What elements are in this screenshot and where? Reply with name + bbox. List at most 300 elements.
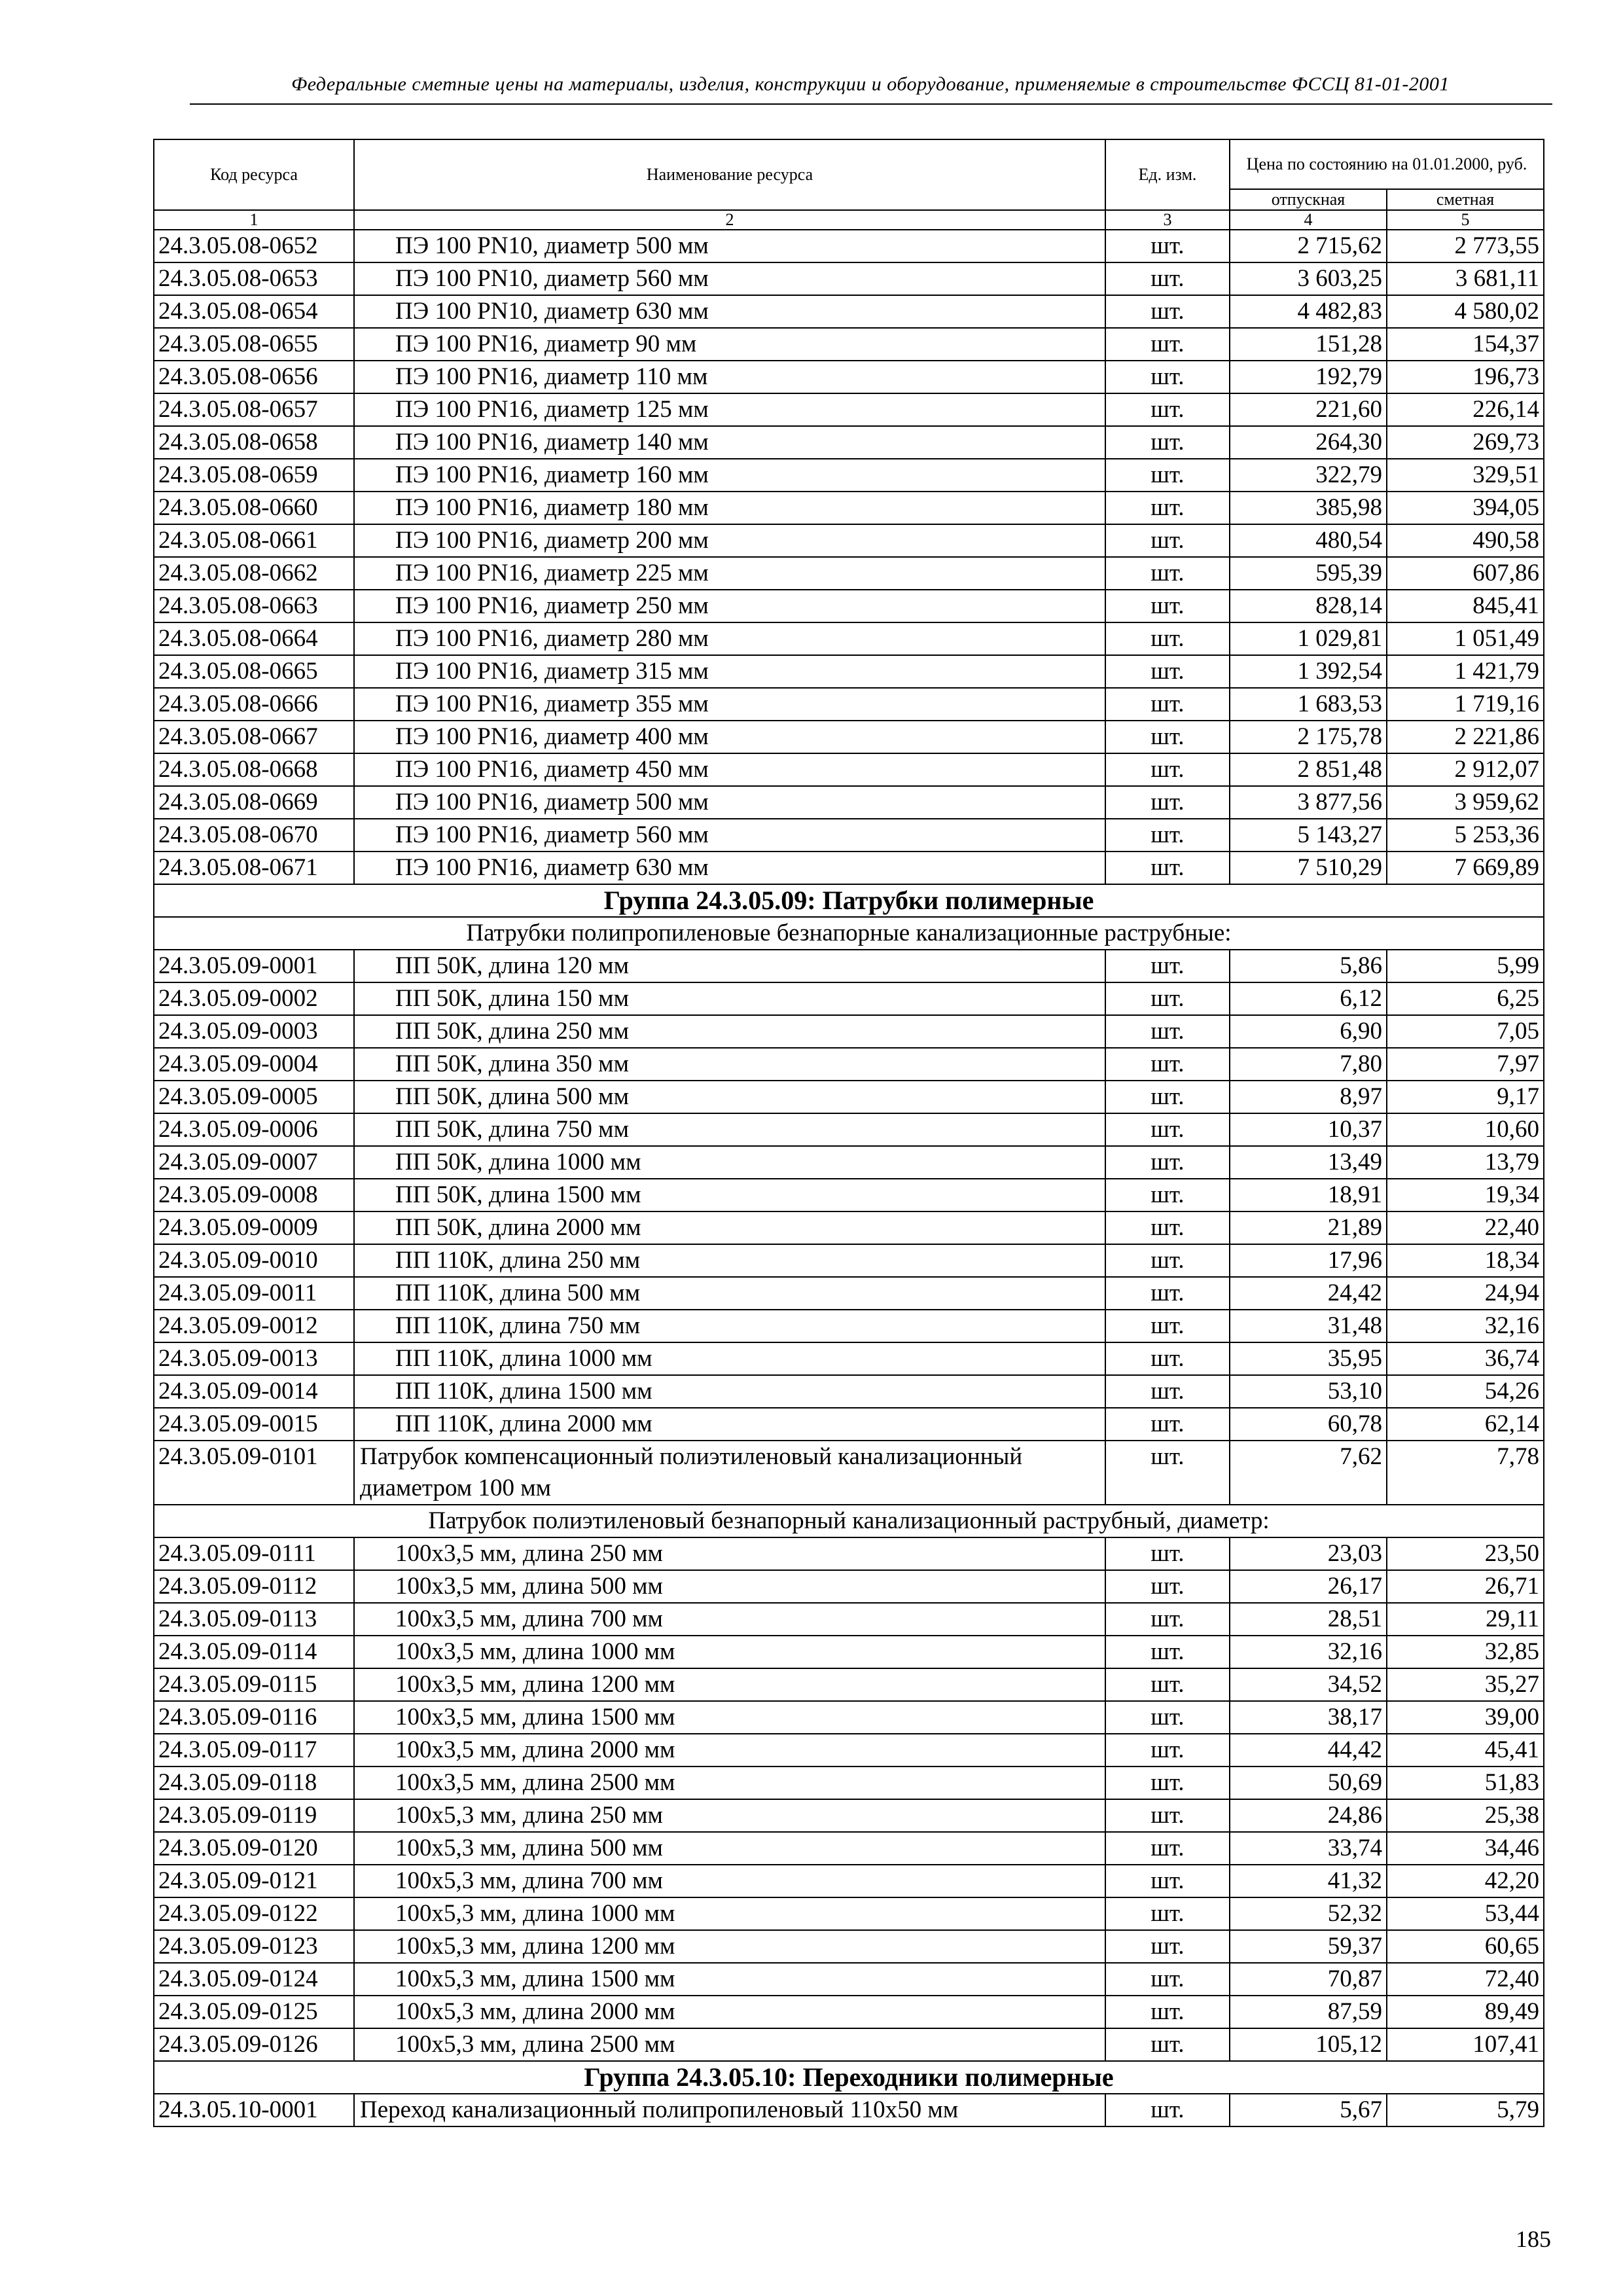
- group-title: Группа 24.3.05.09: Патрубки полимерные: [154, 884, 1544, 917]
- resource-name: ПЭ 100 PN16, диаметр 125 мм: [354, 393, 1105, 426]
- table-row: [154, 753, 1544, 786]
- table-row: [154, 819, 1544, 852]
- table-row: [154, 1865, 1544, 1897]
- table-row: [154, 1015, 1544, 1048]
- unit-cell: шт.: [1105, 753, 1230, 786]
- resource-code: 24.3.05.09-0005: [154, 1081, 354, 1113]
- estimate-price: 3 681,11: [1387, 262, 1544, 295]
- subgroup-title: Патрубок полиэтиленовый безнапорный канализационный раструбный, диаметр:: [154, 1505, 1544, 1537]
- table-row: [154, 2094, 1544, 2126]
- release-price: 7,62: [1230, 1441, 1387, 1505]
- table-row: [154, 1603, 1544, 1636]
- resource-code: 24.3.05.09-0126: [154, 2028, 354, 2061]
- resource-name: ПП 50К, длина 1500 мм: [354, 1179, 1105, 1211]
- column-number: 1: [154, 210, 354, 230]
- resource-code: 24.3.05.09-0122: [154, 1897, 354, 1930]
- resource-name: 100х3,5 мм, длина 500 мм: [354, 1570, 1105, 1603]
- unit-cell: шт.: [1105, 982, 1230, 1015]
- price-table: [153, 139, 1544, 2127]
- unit-cell: шт.: [1105, 524, 1230, 557]
- table-row: [154, 1179, 1544, 1211]
- resource-name: ПП 110К, длина 750 мм: [354, 1310, 1105, 1342]
- resource-name: Переход канализационный полипропиленовый 110х50 мм: [354, 2094, 1105, 2126]
- resource-code: 24.3.05.09-0111: [154, 1537, 354, 1570]
- resource-name: ПП 110К, длина 2000 мм: [354, 1408, 1105, 1441]
- resource-code: 24.3.05.09-0123: [154, 1930, 354, 1963]
- resource-name: ПП 50К, длина 120 мм: [354, 950, 1105, 982]
- resource-code: 24.3.05.08-0671: [154, 852, 354, 884]
- unit-cell: шт.: [1105, 590, 1230, 622]
- estimate-price: 2 221,86: [1387, 721, 1544, 753]
- estimate-price: 490,58: [1387, 524, 1544, 557]
- group-heading-row: [154, 884, 1544, 917]
- release-price: 221,60: [1230, 393, 1387, 426]
- unit-cell: шт.: [1105, 1865, 1230, 1897]
- release-price: 7,80: [1230, 1048, 1387, 1081]
- unit-cell: шт.: [1105, 819, 1230, 852]
- resource-code: 24.3.05.08-0656: [154, 361, 354, 393]
- unit-cell: шт.: [1105, 2094, 1230, 2126]
- resource-code: 24.3.05.09-0004: [154, 1048, 354, 1081]
- unit-cell: шт.: [1105, 622, 1230, 655]
- table-row: [154, 459, 1544, 492]
- column-number: 5: [1387, 210, 1544, 230]
- resource-code: 24.3.05.09-0114: [154, 1636, 354, 1668]
- resource-code: 24.3.05.08-0667: [154, 721, 354, 753]
- unit-cell: шт.: [1105, 1603, 1230, 1636]
- resource-name: 100х5,3 мм, длина 1000 мм: [354, 1897, 1105, 1930]
- estimate-price: 394,05: [1387, 492, 1544, 524]
- release-price: 60,78: [1230, 1408, 1387, 1441]
- unit-cell: шт.: [1105, 1277, 1230, 1310]
- resource-name: Патрубок компенсационный полиэтиленовый канализационный диаметром 100 мм: [354, 1441, 1105, 1505]
- table-row: [154, 230, 1544, 262]
- unit-cell: шт.: [1105, 1441, 1230, 1505]
- table-row: [154, 1897, 1544, 1930]
- resource-name: ПЭ 100 PN16, диаметр 110 мм: [354, 361, 1105, 393]
- unit-cell: шт.: [1105, 1342, 1230, 1375]
- release-price: 70,87: [1230, 1963, 1387, 1996]
- resource-code: 24.3.05.09-0009: [154, 1211, 354, 1244]
- release-price: 50,69: [1230, 1767, 1387, 1799]
- resource-name: ПЭ 100 PN16, диаметр 560 мм: [354, 819, 1105, 852]
- release-price: 1 683,53: [1230, 688, 1387, 721]
- resource-code: 24.3.05.09-0112: [154, 1570, 354, 1603]
- table-row: [154, 1668, 1544, 1701]
- unit-cell: шт.: [1105, 459, 1230, 492]
- estimate-price: 35,27: [1387, 1668, 1544, 1701]
- unit-cell: шт.: [1105, 1211, 1230, 1244]
- estimate-price: 42,20: [1387, 1865, 1544, 1897]
- resource-code: 24.3.05.09-0101: [154, 1441, 354, 1505]
- estimate-price: 36,74: [1387, 1342, 1544, 1375]
- resource-code: 24.3.05.08-0655: [154, 328, 354, 361]
- release-price: 480,54: [1230, 524, 1387, 557]
- release-price: 31,48: [1230, 1310, 1387, 1342]
- release-price: 105,12: [1230, 2028, 1387, 2061]
- resource-name: ПЭ 100 PN16, диаметр 315 мм: [354, 655, 1105, 688]
- resource-code: 24.3.05.09-0125: [154, 1996, 354, 2028]
- resource-name: ПП 50К, длина 2000 мм: [354, 1211, 1105, 1244]
- column-number: 2: [354, 210, 1105, 230]
- table-row: [154, 1930, 1544, 1963]
- estimate-price: 32,16: [1387, 1310, 1544, 1342]
- resource-name: ПЭ 100 PN10, диаметр 560 мм: [354, 262, 1105, 295]
- column-header-release: отпускная: [1230, 189, 1387, 210]
- estimate-price: 1 051,49: [1387, 622, 1544, 655]
- column-number: 3: [1105, 210, 1230, 230]
- release-price: 6,90: [1230, 1015, 1387, 1048]
- estimate-price: 54,26: [1387, 1375, 1544, 1408]
- resource-name: 100х3,5 мм, длина 250 мм: [354, 1537, 1105, 1570]
- table-row: [154, 1408, 1544, 1441]
- unit-cell: шт.: [1105, 721, 1230, 753]
- resource-name: 100х5,3 мм, длина 1500 мм: [354, 1963, 1105, 1996]
- table-row: [154, 262, 1544, 295]
- release-price: 2 715,62: [1230, 230, 1387, 262]
- unit-cell: шт.: [1105, 557, 1230, 590]
- resource-code: 24.3.05.09-0113: [154, 1603, 354, 1636]
- table-row: [154, 852, 1544, 884]
- column-header-estimate: сметная: [1387, 189, 1544, 210]
- unit-cell: шт.: [1105, 688, 1230, 721]
- table-row: [154, 786, 1544, 819]
- resource-name: ПП 50К, длина 250 мм: [354, 1015, 1105, 1048]
- table-row: [154, 1636, 1544, 1668]
- table-row: [154, 982, 1544, 1015]
- unit-cell: шт.: [1105, 361, 1230, 393]
- resource-name: ПЭ 100 PN16, диаметр 90 мм: [354, 328, 1105, 361]
- resource-code: 24.3.05.09-0115: [154, 1668, 354, 1701]
- table-row: [154, 295, 1544, 328]
- resource-name: ПЭ 100 PN16, диаметр 400 мм: [354, 721, 1105, 753]
- table-row: [154, 1211, 1544, 1244]
- unit-cell: шт.: [1105, 295, 1230, 328]
- release-price: 5,86: [1230, 950, 1387, 982]
- estimate-price: 107,41: [1387, 2028, 1544, 2061]
- resource-code: 24.3.05.09-0118: [154, 1767, 354, 1799]
- release-price: 44,42: [1230, 1734, 1387, 1767]
- resource-name: ПП 50К, длина 750 мм: [354, 1113, 1105, 1146]
- table-row: [154, 492, 1544, 524]
- table-row: [154, 1441, 1544, 1505]
- estimate-price: 45,41: [1387, 1734, 1544, 1767]
- table-row: [154, 1570, 1544, 1603]
- resource-code: 24.3.05.08-0657: [154, 393, 354, 426]
- table-row: [154, 1081, 1544, 1113]
- release-price: 53,10: [1230, 1375, 1387, 1408]
- release-price: 38,17: [1230, 1701, 1387, 1734]
- table-row: [154, 1310, 1544, 1342]
- release-price: 41,32: [1230, 1865, 1387, 1897]
- release-price: 33,74: [1230, 1832, 1387, 1865]
- header-row: [154, 139, 1544, 189]
- release-price: 87,59: [1230, 1996, 1387, 2028]
- resource-code: 24.3.05.09-0010: [154, 1244, 354, 1277]
- table-row: [154, 1375, 1544, 1408]
- unit-cell: шт.: [1105, 1113, 1230, 1146]
- unit-cell: шт.: [1105, 1244, 1230, 1277]
- estimate-price: 5,79: [1387, 2094, 1544, 2126]
- estimate-price: 1 719,16: [1387, 688, 1544, 721]
- resource-code: 24.3.05.08-0665: [154, 655, 354, 688]
- estimate-price: 329,51: [1387, 459, 1544, 492]
- resource-name: ПЭ 100 PN16, диаметр 450 мм: [354, 753, 1105, 786]
- unit-cell: шт.: [1105, 393, 1230, 426]
- resource-code: 24.3.05.08-0652: [154, 230, 354, 262]
- estimate-price: 9,17: [1387, 1081, 1544, 1113]
- resource-name: ПЭ 100 PN10, диаметр 630 мм: [354, 295, 1105, 328]
- estimate-price: 24,94: [1387, 1277, 1544, 1310]
- unit-cell: шт.: [1105, 1799, 1230, 1832]
- release-price: 26,17: [1230, 1570, 1387, 1603]
- resource-code: 24.3.05.09-0015: [154, 1408, 354, 1441]
- resource-name: ПЭ 100 PN16, диаметр 225 мм: [354, 557, 1105, 590]
- resource-name: ПЭ 100 PN16, диаметр 280 мм: [354, 622, 1105, 655]
- estimate-price: 32,85: [1387, 1636, 1544, 1668]
- release-price: 52,32: [1230, 1897, 1387, 1930]
- resource-name: ПЭ 100 PN16, диаметр 250 мм: [354, 590, 1105, 622]
- table-row: [154, 1832, 1544, 1865]
- resource-code: 24.3.05.08-0653: [154, 262, 354, 295]
- unit-cell: шт.: [1105, 786, 1230, 819]
- release-price: 7 510,29: [1230, 852, 1387, 884]
- unit-cell: шт.: [1105, 1996, 1230, 2028]
- column-header-code: Код ресурса: [154, 139, 354, 210]
- release-price: 1 392,54: [1230, 655, 1387, 688]
- table-row: [154, 655, 1544, 688]
- resource-name: 100х3,5 мм, длина 2000 мм: [354, 1734, 1105, 1767]
- estimate-price: 25,38: [1387, 1799, 1544, 1832]
- estimate-price: 7,78: [1387, 1441, 1544, 1505]
- unit-cell: шт.: [1105, 1081, 1230, 1113]
- table-row: [154, 1767, 1544, 1799]
- table-row: [154, 1537, 1544, 1570]
- unit-cell: шт.: [1105, 1832, 1230, 1865]
- resource-code: 24.3.05.09-0012: [154, 1310, 354, 1342]
- estimate-price: 6,25: [1387, 982, 1544, 1015]
- unit-cell: шт.: [1105, 1963, 1230, 1996]
- resource-name: ПП 110К, длина 250 мм: [354, 1244, 1105, 1277]
- table-row: [154, 557, 1544, 590]
- resource-code: 24.3.05.09-0124: [154, 1963, 354, 1996]
- running-header: Федеральные сметные цены на материалы, изделия, конструкции и оборудование, применяемые в строительстве ФССЦ 81-01-2001: [291, 73, 1450, 95]
- resource-name: ПЭ 100 PN16, диаметр 140 мм: [354, 426, 1105, 459]
- table-row: [154, 1048, 1544, 1081]
- unit-cell: шт.: [1105, 262, 1230, 295]
- estimate-price: 51,83: [1387, 1767, 1544, 1799]
- estimate-price: 7,97: [1387, 1048, 1544, 1081]
- estimate-price: 62,14: [1387, 1408, 1544, 1441]
- table-row: [154, 590, 1544, 622]
- estimate-price: 89,49: [1387, 1996, 1544, 2028]
- resource-name: 100х3,5 мм, длина 2500 мм: [354, 1767, 1105, 1799]
- resource-name: ПЭ 100 PN16, диаметр 500 мм: [354, 786, 1105, 819]
- resource-code: 24.3.05.08-0662: [154, 557, 354, 590]
- resource-name: ПЭ 100 PN16, диаметр 160 мм: [354, 459, 1105, 492]
- release-price: 35,95: [1230, 1342, 1387, 1375]
- subheading-row: [154, 917, 1544, 950]
- resource-code: 24.3.05.08-0658: [154, 426, 354, 459]
- estimate-price: 845,41: [1387, 590, 1544, 622]
- resource-name: 100х5,3 мм, длина 1200 мм: [354, 1930, 1105, 1963]
- release-price: 3 603,25: [1230, 262, 1387, 295]
- release-price: 10,37: [1230, 1113, 1387, 1146]
- unit-cell: шт.: [1105, 655, 1230, 688]
- table-row: [154, 361, 1544, 393]
- release-price: 23,03: [1230, 1537, 1387, 1570]
- release-price: 21,89: [1230, 1211, 1387, 1244]
- estimate-price: 7,05: [1387, 1015, 1544, 1048]
- release-price: 34,52: [1230, 1668, 1387, 1701]
- release-price: 3 877,56: [1230, 786, 1387, 819]
- unit-cell: шт.: [1105, 1701, 1230, 1734]
- resource-code: 24.3.05.09-0007: [154, 1146, 354, 1179]
- unit-cell: шт.: [1105, 1146, 1230, 1179]
- unit-cell: шт.: [1105, 230, 1230, 262]
- estimate-price: 53,44: [1387, 1897, 1544, 1930]
- header-rule: [190, 103, 1552, 105]
- unit-cell: шт.: [1105, 1930, 1230, 1963]
- release-price: 59,37: [1230, 1930, 1387, 1963]
- table-row: [154, 721, 1544, 753]
- release-price: 2 175,78: [1230, 721, 1387, 753]
- resource-name: ПЭ 100 PN16, диаметр 355 мм: [354, 688, 1105, 721]
- unit-cell: шт.: [1105, 492, 1230, 524]
- column-header-unit: Ед. изм.: [1105, 139, 1230, 210]
- resource-name: 100х5,3 мм, длина 2500 мм: [354, 2028, 1105, 2061]
- estimate-price: 196,73: [1387, 361, 1544, 393]
- estimate-price: 607,86: [1387, 557, 1544, 590]
- unit-cell: шт.: [1105, 1767, 1230, 1799]
- release-price: 18,91: [1230, 1179, 1387, 1211]
- table-row: [154, 1701, 1544, 1734]
- table-body: [154, 139, 1544, 2126]
- resource-code: 24.3.05.10-0001: [154, 2094, 354, 2126]
- estimate-price: 23,50: [1387, 1537, 1544, 1570]
- column-number-row: [154, 210, 1544, 230]
- unit-cell: шт.: [1105, 1636, 1230, 1668]
- resource-code: 24.3.05.09-0006: [154, 1113, 354, 1146]
- estimate-price: 269,73: [1387, 426, 1544, 459]
- table-row: [154, 426, 1544, 459]
- table-row: [154, 1996, 1544, 2028]
- table-row: [154, 622, 1544, 655]
- estimate-price: 5,99: [1387, 950, 1544, 982]
- release-price: 24,42: [1230, 1277, 1387, 1310]
- table-row: [154, 524, 1544, 557]
- resource-name: ПП 50К, длина 150 мм: [354, 982, 1105, 1015]
- unit-cell: шт.: [1105, 852, 1230, 884]
- column-header-price: Цена по состоянию на 01.01.2000, руб.: [1230, 139, 1544, 189]
- estimate-price: 22,40: [1387, 1211, 1544, 1244]
- page-number: 185: [1516, 2226, 1551, 2252]
- resource-name: ПЭ 100 PN16, диаметр 180 мм: [354, 492, 1105, 524]
- resource-name: 100х3,5 мм, длина 1200 мм: [354, 1668, 1105, 1701]
- resource-code: 24.3.05.09-0014: [154, 1375, 354, 1408]
- estimate-price: 18,34: [1387, 1244, 1544, 1277]
- table-row: [154, 688, 1544, 721]
- subgroup-title: Патрубки полипропиленовые безнапорные канализационные раструбные:: [154, 917, 1544, 950]
- resource-code: 24.3.05.09-0119: [154, 1799, 354, 1832]
- unit-cell: шт.: [1105, 1179, 1230, 1211]
- table-row: [154, 1799, 1544, 1832]
- estimate-price: 154,37: [1387, 328, 1544, 361]
- column-header-name: Наименование ресурса: [354, 139, 1105, 210]
- resource-name: ПП 110К, длина 1000 мм: [354, 1342, 1105, 1375]
- unit-cell: шт.: [1105, 1537, 1230, 1570]
- resource-code: 24.3.05.08-0668: [154, 753, 354, 786]
- resource-code: 24.3.05.08-0660: [154, 492, 354, 524]
- release-price: 5,67: [1230, 2094, 1387, 2126]
- resource-code: 24.3.05.08-0670: [154, 819, 354, 852]
- estimate-price: 29,11: [1387, 1603, 1544, 1636]
- resource-code: 24.3.05.09-0013: [154, 1342, 354, 1375]
- resource-code: 24.3.05.08-0669: [154, 786, 354, 819]
- release-price: 28,51: [1230, 1603, 1387, 1636]
- unit-cell: шт.: [1105, 1897, 1230, 1930]
- release-price: 151,28: [1230, 328, 1387, 361]
- resource-code: 24.3.05.09-0002: [154, 982, 354, 1015]
- resource-name: 100х5,3 мм, длина 250 мм: [354, 1799, 1105, 1832]
- estimate-price: 19,34: [1387, 1179, 1544, 1211]
- estimate-price: 226,14: [1387, 393, 1544, 426]
- resource-code: 24.3.05.08-0666: [154, 688, 354, 721]
- unit-cell: шт.: [1105, 1408, 1230, 1441]
- estimate-price: 39,00: [1387, 1701, 1544, 1734]
- resource-name: 100х3,5 мм, длина 700 мм: [354, 1603, 1105, 1636]
- column-number: 4: [1230, 210, 1387, 230]
- release-price: 192,79: [1230, 361, 1387, 393]
- resource-name: 100х3,5 мм, длина 1500 мм: [354, 1701, 1105, 1734]
- resource-code: 24.3.05.08-0663: [154, 590, 354, 622]
- estimate-price: 5 253,36: [1387, 819, 1544, 852]
- table-row: [154, 393, 1544, 426]
- release-price: 2 851,48: [1230, 753, 1387, 786]
- resource-name: ПП 50К, длина 350 мм: [354, 1048, 1105, 1081]
- table-row: [154, 1734, 1544, 1767]
- table-row: [154, 328, 1544, 361]
- resource-code: 24.3.05.09-0116: [154, 1701, 354, 1734]
- unit-cell: шт.: [1105, 1048, 1230, 1081]
- resource-code: 24.3.05.09-0003: [154, 1015, 354, 1048]
- unit-cell: шт.: [1105, 1570, 1230, 1603]
- unit-cell: шт.: [1105, 2028, 1230, 2061]
- resource-code: 24.3.05.09-0008: [154, 1179, 354, 1211]
- estimate-price: 1 421,79: [1387, 655, 1544, 688]
- resource-name: 100х3,5 мм, длина 1000 мм: [354, 1636, 1105, 1668]
- unit-cell: шт.: [1105, 1015, 1230, 1048]
- release-price: 6,12: [1230, 982, 1387, 1015]
- release-price: 13,49: [1230, 1146, 1387, 1179]
- table-row: [154, 2028, 1544, 2061]
- resource-code: 24.3.05.09-0120: [154, 1832, 354, 1865]
- unit-cell: шт.: [1105, 328, 1230, 361]
- group-heading-row: [154, 2061, 1544, 2094]
- release-price: 595,39: [1230, 557, 1387, 590]
- resource-code: 24.3.05.08-0659: [154, 459, 354, 492]
- resource-name: ПП 50К, длина 500 мм: [354, 1081, 1105, 1113]
- resource-code: 24.3.05.08-0661: [154, 524, 354, 557]
- resource-name: ПЭ 100 PN10, диаметр 500 мм: [354, 230, 1105, 262]
- release-price: 322,79: [1230, 459, 1387, 492]
- release-price: 17,96: [1230, 1244, 1387, 1277]
- release-price: 8,97: [1230, 1081, 1387, 1113]
- estimate-price: 7 669,89: [1387, 852, 1544, 884]
- resource-name: ПЭ 100 PN16, диаметр 200 мм: [354, 524, 1105, 557]
- release-price: 1 029,81: [1230, 622, 1387, 655]
- resource-code: 24.3.05.09-0121: [154, 1865, 354, 1897]
